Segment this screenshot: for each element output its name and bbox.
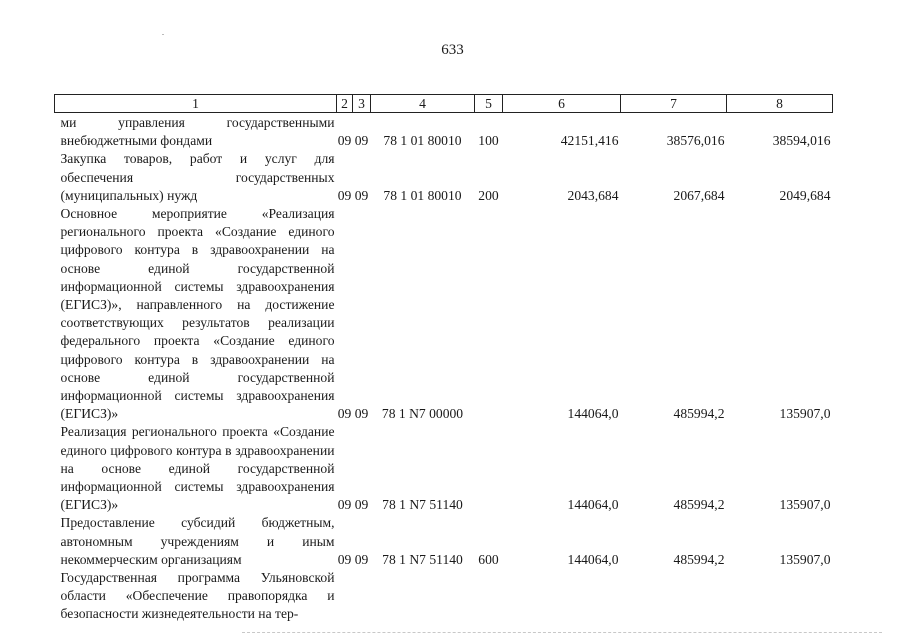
cell-section: 09 <box>337 187 352 203</box>
cell-target-article: 78 1 N7 51140 <box>382 551 463 567</box>
row-name: Предоставление субсидий бюджетным, автономным учреждениям и иным некоммерческим организациям <box>60 515 335 567</box>
row-name: Основное мероприятие «Реализация регионального проекта «Создание единого цифрового контура в здравоохранении на основе единой государственной информационной системы здравоохранения (ЕГИСЗ)», направленного на достижение соответствующих результатов реализации федерального проекта «Создание единого цифрового контура в здравоохранении на основе единой государственной информационной системы здравоохранения (ЕГИСЗ)» <box>60 206 335 422</box>
cell-year-2 <box>621 569 727 624</box>
cell-year-2: 485994,2 <box>673 406 725 422</box>
table-row <box>55 205 833 423</box>
header-row <box>55 95 833 113</box>
cell-year-3 <box>727 569 833 624</box>
cell-target-article: 78 1 01 80010 <box>383 133 462 149</box>
header-col-1: 1 <box>55 95 337 113</box>
cell-subsection <box>353 569 371 624</box>
cell-year-1: 42151,416 <box>560 133 619 149</box>
table-row <box>55 113 833 151</box>
row-name: ми управления государственными внебюджетными фондами <box>60 115 335 149</box>
cell-subsection: 09 <box>354 406 369 422</box>
cell-expense-type <box>475 423 503 514</box>
budget-table <box>54 94 833 624</box>
cell-target-article: 78 1 01 80010 <box>383 187 462 203</box>
cell-year-1: 144064,0 <box>567 497 619 513</box>
cell-subsection: 09 <box>354 497 369 513</box>
cell-target-article: 78 1 N7 51140 <box>382 497 463 513</box>
cell-year-3: 135907,0 <box>779 406 831 422</box>
table-row <box>55 569 833 624</box>
table-body <box>55 113 833 624</box>
row-name: Реализация регионального проекта «Создание единого цифрового контура в здравоохранении на основе единой государственной информационной системы здравоохранения (ЕГИСЗ)» <box>60 424 335 513</box>
cell-year-2: 485994,2 <box>673 497 725 513</box>
scan-edge-line <box>242 632 882 633</box>
table-row <box>55 514 833 569</box>
cell-section <box>337 569 353 624</box>
cell-expense-type: 100 <box>478 133 499 149</box>
page-number: 633 <box>441 42 464 58</box>
row-name: Закупка товаров, работ и услуг для обеспечения государственных (муниципальных) нужд <box>60 151 335 203</box>
cell-year-3: 2049,684 <box>779 187 831 203</box>
header-col-6: 6 <box>503 95 621 113</box>
cell-year-1: 144064,0 <box>567 406 619 422</box>
cell-subsection: 09 <box>354 133 369 149</box>
cell-year-1: 2043,684 <box>567 187 619 203</box>
cell-subsection: 09 <box>354 187 369 203</box>
table-header <box>55 95 833 113</box>
table-row <box>55 423 833 514</box>
table-row <box>55 150 833 205</box>
cell-year-1: 144064,0 <box>567 551 619 567</box>
cell-section: 09 <box>337 551 352 567</box>
cell-subsection: 09 <box>354 551 369 567</box>
header-col-3: 3 <box>353 95 371 113</box>
cell-expense-type <box>475 205 503 423</box>
cell-section: 09 <box>337 497 352 513</box>
cell-year-2: 485994,2 <box>673 551 725 567</box>
header-col-2: 2 <box>337 95 353 113</box>
cell-expense-type: 200 <box>478 187 499 203</box>
header-col-4: 4 <box>371 95 475 113</box>
header-col-7: 7 <box>621 95 727 113</box>
header-col-5: 5 <box>475 95 503 113</box>
scan-speck <box>162 34 164 35</box>
cell-year-1 <box>503 569 621 624</box>
cell-section: 09 <box>337 406 352 422</box>
cell-target-article <box>371 569 475 624</box>
row-name: Государственная программа Ульяновской области «Обеспечение правопорядка и безопасности жизнедеятельности на тер- <box>60 570 335 622</box>
cell-expense-type: 600 <box>478 551 499 567</box>
cell-year-3: 135907,0 <box>779 551 831 567</box>
cell-year-2: 2067,684 <box>673 187 725 203</box>
header-col-8: 8 <box>727 95 833 113</box>
cell-year-2: 38576,016 <box>666 133 725 149</box>
cell-year-3: 38594,016 <box>772 133 831 149</box>
cell-target-article: 78 1 N7 00000 <box>381 406 464 422</box>
cell-expense-type <box>475 569 503 624</box>
cell-year-3: 135907,0 <box>779 497 831 513</box>
cell-section: 09 <box>337 133 352 149</box>
